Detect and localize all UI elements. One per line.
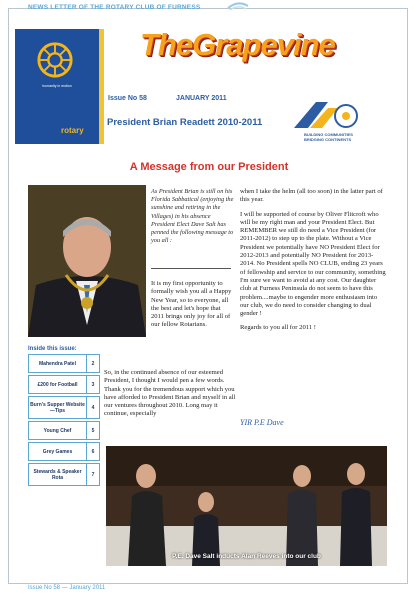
induction-photo bbox=[106, 446, 387, 566]
inside-item[interactable] bbox=[28, 463, 100, 486]
newsletter-line: NEWS LETTER OF THE ROTARY CLUB OF FURNESS bbox=[28, 4, 201, 11]
president-elect-photo bbox=[28, 185, 146, 337]
theme-text bbox=[304, 132, 386, 142]
inside-item-page: 5 bbox=[86, 422, 99, 439]
induction-illustration bbox=[106, 446, 387, 566]
article-paragraph: I will be supported of course by Oliver Flitcroft who will be my right man and your President Elect. But REMEMBER we still do need a Vice President (for 2011-2012) to step up to the plate. Without a Vice President we potentially have NO President Elect for 2012-2013 and potentially NO President for 2013-2014. No President spells NO CLUB, ending 23 years of fellowship and service to our community, something I'm sure we want to avoid at any cost. Our daughter club at Furness Peninsula do not seem to have this problem....maybe to engender more enthusiasm into our club, we do need to consider changing to dual gender ! bbox=[240, 210, 386, 318]
inside-item-page: 7 bbox=[86, 464, 99, 485]
inside-item[interactable] bbox=[28, 396, 100, 419]
intro-text: As President Brian is still on his Florida Sabbatical (enjoying the sunshine and retiring in the Villages) in his absence President Elect Dave Salt has penned the following message to you all : bbox=[151, 188, 234, 245]
gold-bar bbox=[99, 29, 104, 144]
inside-this-issue bbox=[28, 346, 100, 488]
portrait-illustration bbox=[28, 185, 146, 337]
inside-item[interactable] bbox=[28, 442, 100, 461]
article-column-left bbox=[104, 369, 236, 425]
president-line: President Brian Readett 2010-2011 bbox=[107, 117, 263, 128]
inside-item[interactable] bbox=[28, 421, 100, 440]
inside-title: Inside this issue: bbox=[28, 346, 77, 352]
rotary-logo-block bbox=[15, 29, 99, 144]
inside-item-page: 3 bbox=[86, 376, 99, 393]
inside-item-label: Stewards & Speaker Rota bbox=[33, 468, 82, 481]
rotary-tagline: humanity in motion bbox=[42, 84, 72, 88]
article-paragraph: when I take the helm (all too soon) in the latter part of this year. bbox=[240, 188, 383, 204]
inside-item-page: 2 bbox=[86, 355, 99, 372]
masthead-title: TheGrapevine bbox=[140, 27, 335, 62]
headline: A Message from our President bbox=[129, 161, 289, 173]
inside-item-page: 4 bbox=[86, 397, 99, 418]
issue-date: JANUARY 2011 bbox=[176, 95, 227, 102]
inside-item-label: Burn's Supper Website—Tips bbox=[30, 401, 85, 414]
new-year-text: It is my first opportunity to formally wish you all a Happy New Year, so to everyone, all the best and let's hope that 2011 brings only joy for all of our fellow Rotarians. bbox=[151, 280, 232, 329]
photo-caption: P.E. Dave Salt inducts Alan Reeves into our club bbox=[172, 553, 321, 560]
theme-line-2: BRIDGING CONTINENTS bbox=[304, 137, 352, 142]
inside-item[interactable] bbox=[28, 354, 100, 373]
theme-line-1: BUILDING COMMUNITIES bbox=[304, 132, 353, 137]
divider-rule bbox=[151, 268, 231, 269]
footer: Issue No 58 — January 2011 bbox=[28, 585, 106, 591]
rotary-swoosh-logo bbox=[226, 0, 250, 12]
inside-item-label: Young Chef bbox=[43, 427, 72, 434]
inside-item-label: Mahendra Patel bbox=[39, 360, 76, 367]
inside-item[interactable] bbox=[28, 375, 100, 394]
inside-item-label: £200 for Football bbox=[37, 381, 78, 388]
rotary-wheel-icon bbox=[36, 41, 74, 79]
inside-item-page: 6 bbox=[86, 443, 99, 460]
article-paragraph: Regards to you all for 2011 ! bbox=[240, 324, 316, 332]
signature: YIR P.E Dave bbox=[240, 418, 284, 427]
article-column-right bbox=[240, 188, 387, 339]
issue-number: Issue No 58 bbox=[108, 95, 147, 102]
article-paragraph: So, in the continued absence of our esteemed President, I thought I would pen a few words. Thank you for the tremendous support which you have afforded to President Brian and myself in all our ventures throughout 2010. Long may it continue, especially bbox=[104, 369, 236, 418]
inside-item-label: Grey Games bbox=[42, 448, 73, 455]
rotary-wordmark: rotary bbox=[61, 126, 84, 135]
